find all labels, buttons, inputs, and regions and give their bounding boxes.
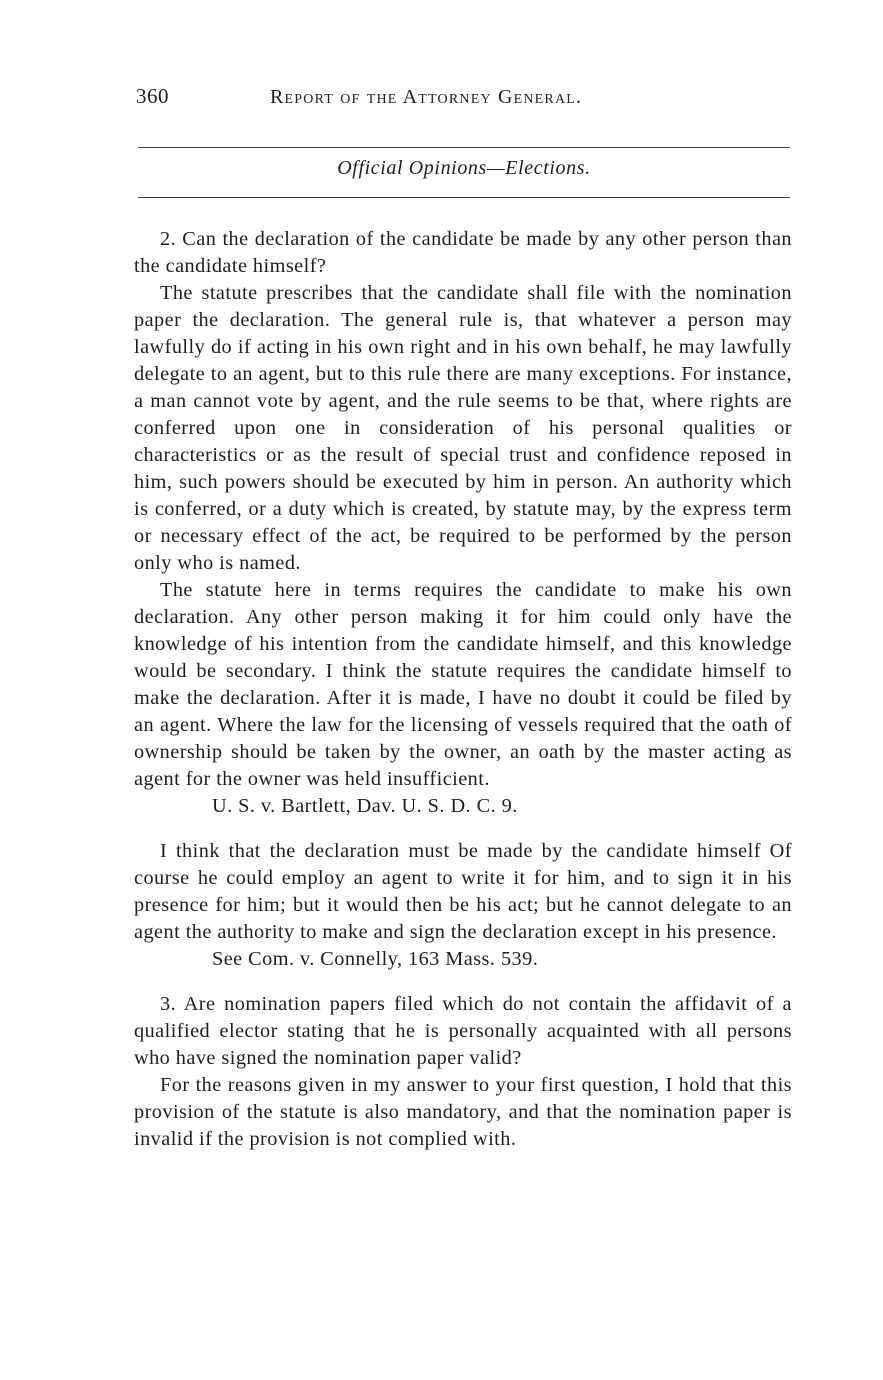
- paragraph: I think that the declaration must be made by the candidate himself Of course he could employ an agent to write it for him, and to sign it in his presence for him; but it would then be his act; but he cannot delegate to an agent the authority to make and sign the declaration except in his presence.: [134, 840, 792, 943]
- running-head: Report of the Attorney General.: [270, 86, 583, 108]
- question-2: 2. Can the declaration of the candidate be made by any other person than the candidate himself?: [134, 228, 792, 277]
- body-text: [134, 226, 792, 1153]
- paragraph: For the reasons given in my answer to your first question, I hold that this provision of the statute is also mandatory, and that the nomination paper is invalid if the provision is not complied with.: [134, 1074, 792, 1150]
- section-title: Official Opinions—Elections.: [337, 157, 591, 179]
- page-number: 360: [136, 84, 169, 108]
- header-rule-bottom: [138, 197, 790, 198]
- question-3: 3. Are nomination papers filed which do not contain the affidavit of a qualified elector stating that he is personally acquainted with all persons who have signed the nomination paper valid?: [134, 993, 792, 1069]
- citation: See Com. v. Connelly, 163 Mass. 539.: [212, 948, 539, 970]
- header-rule-top: [138, 147, 790, 148]
- citation: U. S. v. Bartlett, Dav. U. S. D. C. 9.: [212, 795, 518, 817]
- paragraph: The statute here in terms requires the candidate to make his own declaration. Any other person making it for him could only have the knowledge of his intention from the candidate himself, and this knowledge would be secondary. I think the statute requires the candidate himself to make the declaration. After it is made, I have no doubt it could be filed by an agent. Where the law for the licensing of vessels required that the oath of ownership should be taken by the owner, an oath by the master acting as agent for the owner was held insufficient.: [134, 579, 792, 790]
- paragraph: The statute prescribes that the candidate shall file with the nomination paper the declaration. The general rule is, that whatever a person may lawfully do if acting in his own right and in his own behalf, he may lawfully delegate to an agent, but to this rule there are many exceptions. For instance, a man cannot vote by agent, and the rule seems to be that, where rights are conferred upon one in consideration of his personal qualities or characteristics or as the result of special trust and confidence reposed in him, such powers should be executed by him in person. An authority which is conferred, or a duty which is created, by statute may, by the express term or necessary effect of the act, be required to be performed by the person only who is named.: [134, 282, 792, 574]
